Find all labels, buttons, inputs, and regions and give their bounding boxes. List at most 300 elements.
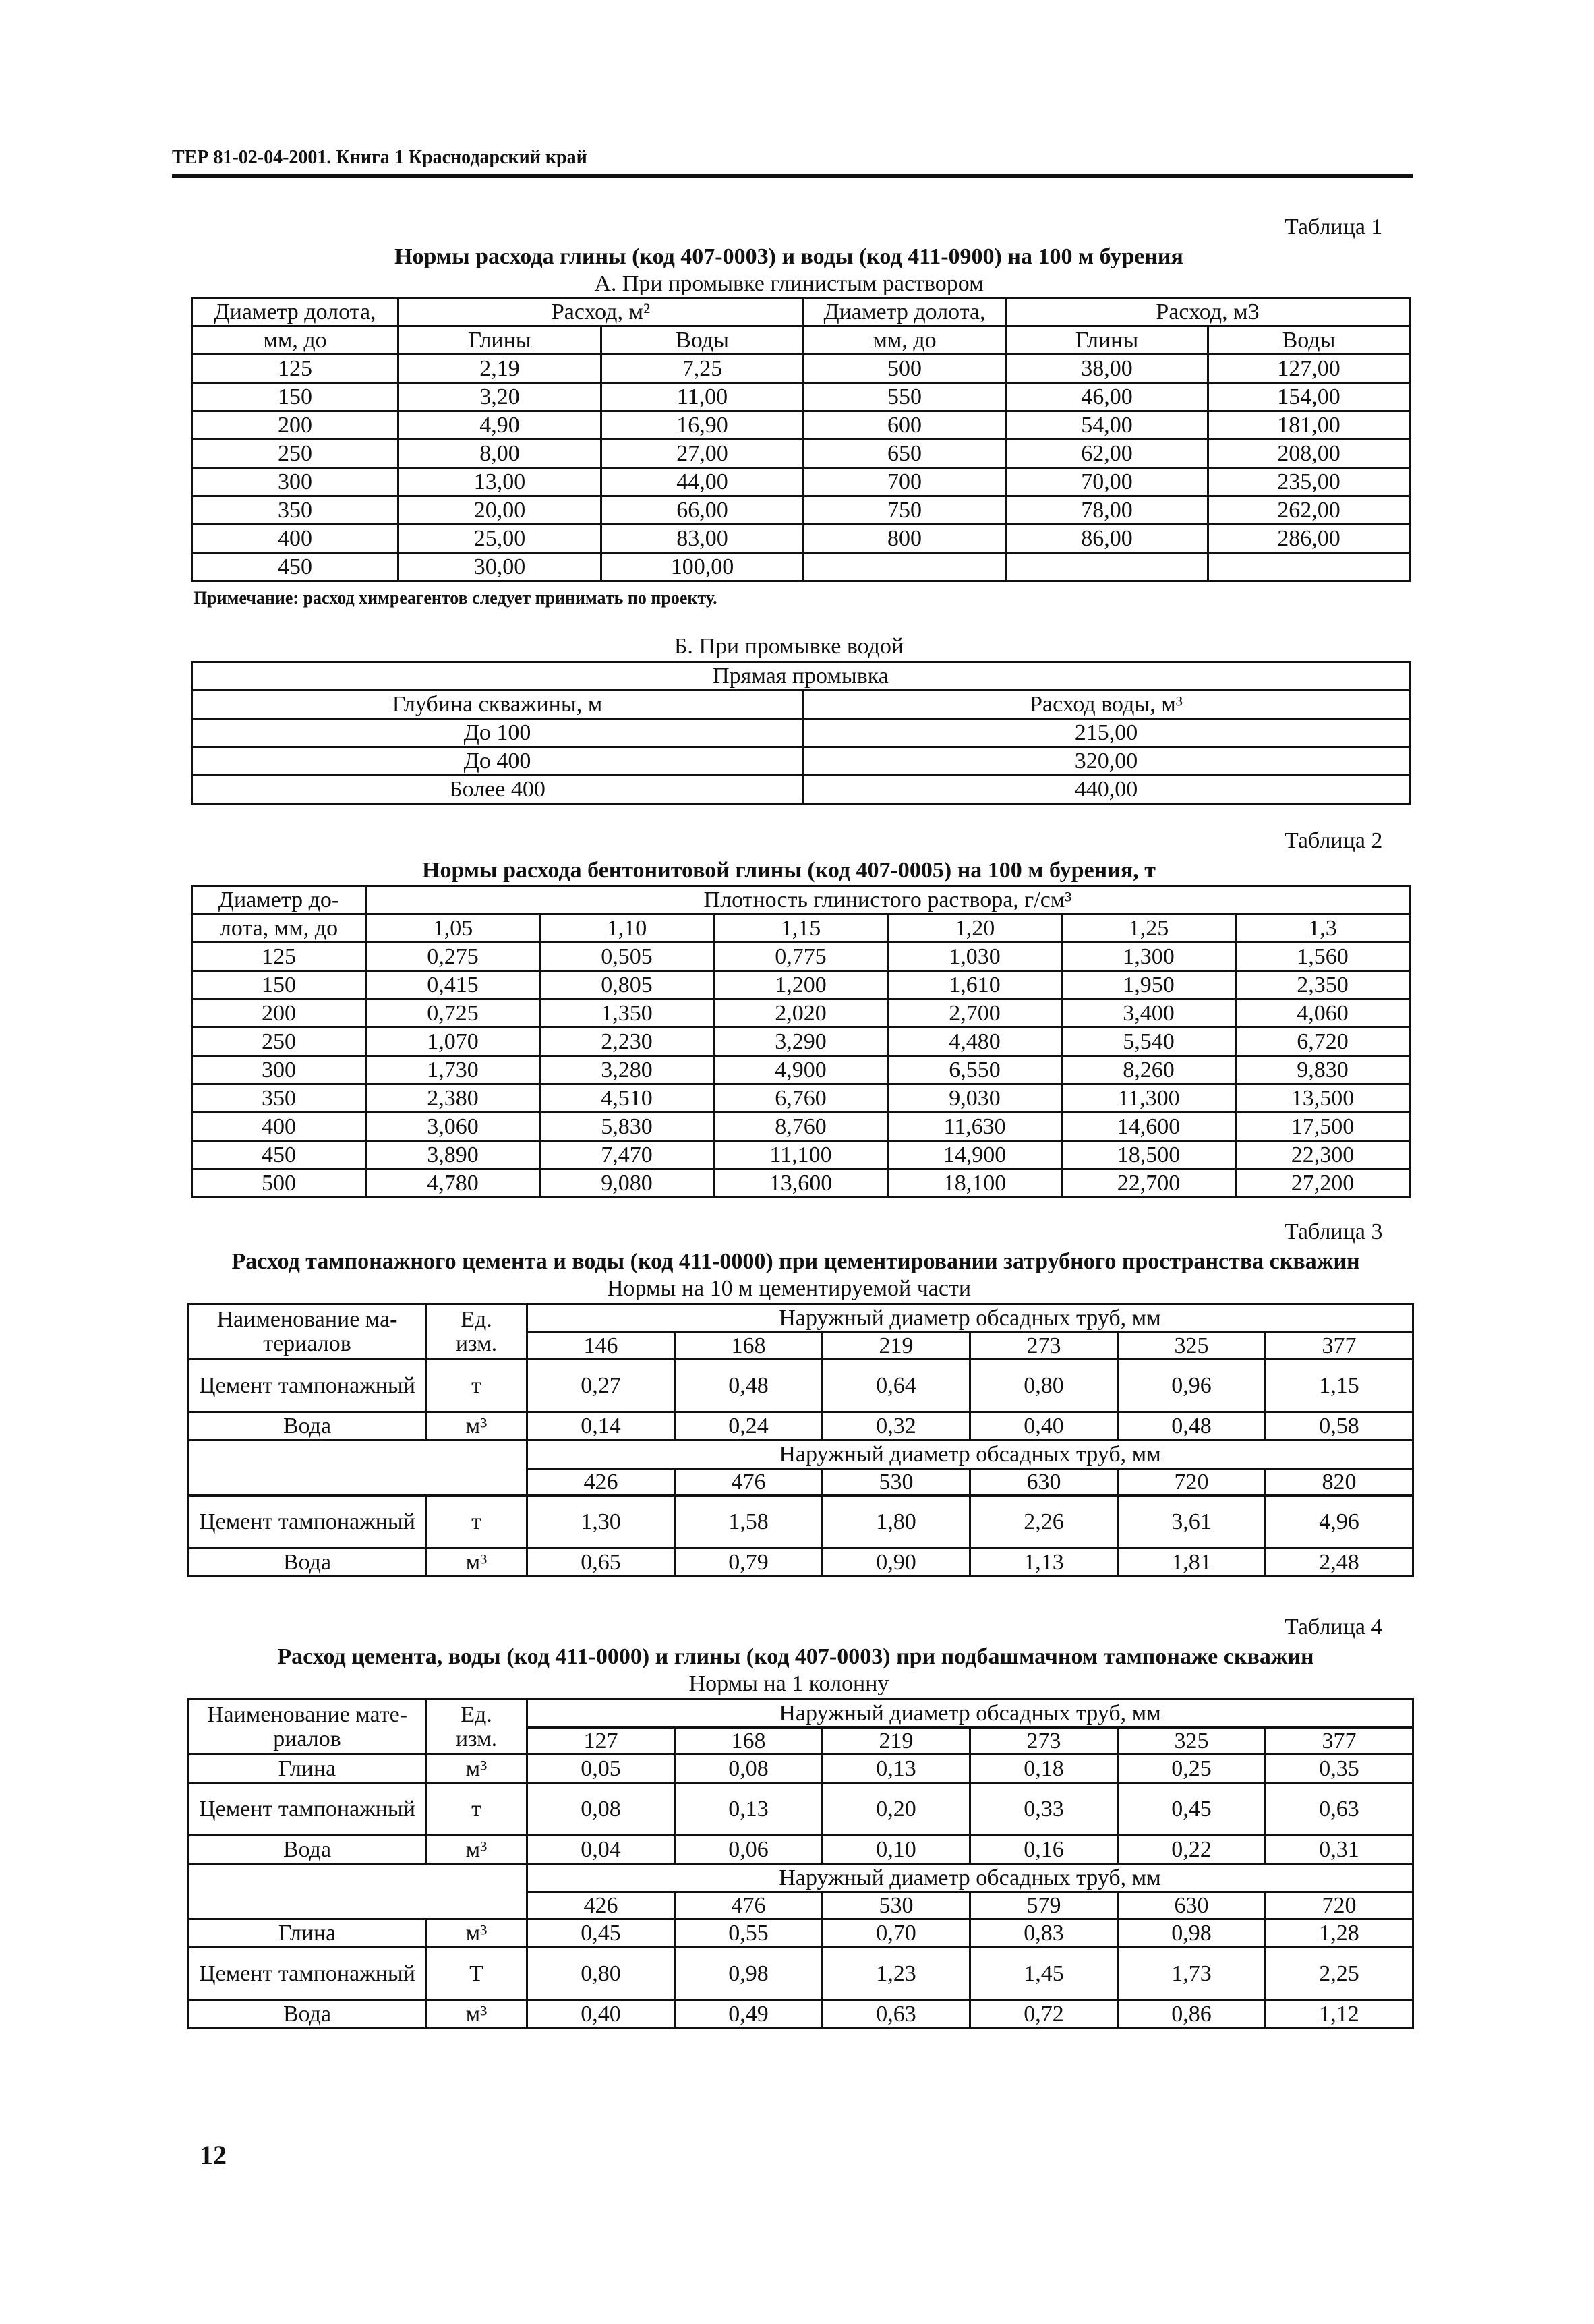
table2-cell: 11,100 (714, 1141, 888, 1169)
table2-cell: 0,275 (366, 943, 540, 971)
table3-value: 0,96 (1118, 1360, 1266, 1412)
table3-unit: м³ (426, 1548, 527, 1577)
table4-h-outer: Наружный диаметр обсадных труб, мм (527, 1700, 1413, 1728)
table1b-cell: Более 400 (192, 776, 803, 804)
table4-value: 0,86 (1118, 2000, 1266, 2029)
table-row (192, 1056, 1410, 1084)
table1-cell: 4,90 (398, 411, 601, 440)
table1-cell: 127,00 (1208, 355, 1410, 383)
table3-diameter: 820 (1266, 1469, 1413, 1496)
table4-unit: м³ (426, 2000, 527, 2029)
table2-cell: 3,290 (714, 1028, 888, 1056)
table1-cell: 286,00 (1208, 525, 1410, 553)
table-row (189, 1360, 1413, 1412)
table1-cell: 54,00 (1006, 411, 1208, 440)
table1-cell: 8,00 (398, 440, 601, 468)
table1-cell: 46,00 (1006, 383, 1208, 411)
table4-value: 0,25 (1118, 1755, 1266, 1783)
table1b-grid (191, 661, 1411, 805)
table4-diameter: 476 (675, 1892, 823, 1919)
table2-cell: 2,380 (366, 1084, 540, 1113)
running-header: ТЕР 81-02-04-2001. Книга 1 Краснодарский край (172, 147, 587, 168)
table1-cell: 262,00 (1208, 496, 1410, 525)
table3-label: Таблица 3 (1285, 1219, 1383, 1244)
table2-cell: 125 (192, 943, 366, 971)
table4-h-name-line1: Наименование мате- (206, 1702, 408, 1727)
table4-value: 1,73 (1118, 1948, 1266, 2000)
table3-title: Расход тампонажного цемента и воды (код 411-0000) при цементировании затрубного пространства скважин (231, 1249, 1360, 1274)
table4-diameter: 168 (675, 1728, 823, 1755)
table1-cell: 13,00 (398, 468, 601, 496)
table1-cell: 25,00 (398, 525, 601, 553)
table3-value: 1,58 (675, 1496, 823, 1548)
table4-h-unit-line1: Ед. (461, 1702, 492, 1727)
table4-diameter: 579 (970, 1892, 1118, 1919)
table4-value: 0,13 (675, 1783, 823, 1836)
table2-cell: 6,550 (888, 1056, 1062, 1084)
table4-diameter: 325 (1118, 1728, 1266, 1755)
table4-h-name-line2: риалов (273, 1726, 341, 1751)
table4-grid (187, 1698, 1414, 2029)
t1-h-clay-b: Глины (1006, 326, 1208, 355)
table1-cell: 100,00 (601, 553, 804, 581)
table3-value: 1,30 (527, 1496, 675, 1548)
table-row (189, 1441, 1413, 1469)
table4-value: 1,23 (823, 1948, 970, 2000)
table3-material: Вода (189, 1548, 426, 1577)
table4-value: 0,13 (823, 1755, 970, 1783)
table-row (189, 1304, 1413, 1333)
table1-cell: 38,00 (1006, 355, 1208, 383)
t1-h-diam-2: мм, до (192, 326, 398, 355)
table1b-cell: 215,00 (803, 719, 1410, 747)
table3-value: 0,58 (1266, 1412, 1413, 1441)
table1-cell: 350 (192, 496, 398, 525)
table3-value: 2,26 (970, 1496, 1118, 1548)
table-row (192, 496, 1410, 525)
table2-cell: 18,100 (888, 1169, 1062, 1198)
table-row (189, 1412, 1413, 1441)
t1b-h-flow: Расход воды, м³ (803, 691, 1410, 719)
table4-value: 0,31 (1266, 1836, 1413, 1864)
table4-diameter: 273 (970, 1728, 1118, 1755)
table1b-cell: 440,00 (803, 776, 1410, 804)
table4-material: Цемент тампонажный (189, 1783, 426, 1836)
table3-value: 0,80 (970, 1360, 1118, 1412)
table2-cell: 4,780 (366, 1169, 540, 1198)
table3-diameter: 426 (527, 1469, 675, 1496)
table3-unit: т (426, 1360, 527, 1412)
table2-cell: 2,230 (540, 1028, 714, 1056)
table2-cell: 14,600 (1062, 1113, 1236, 1141)
table-row (189, 1864, 1413, 1892)
table3-grid (187, 1303, 1414, 1577)
table4-blank (189, 1864, 527, 1919)
table2-cell: 9,030 (888, 1084, 1062, 1113)
table4-h-unit (426, 1700, 527, 1755)
table4-diameter: 219 (823, 1728, 970, 1755)
table4-diameter: 426 (527, 1892, 675, 1919)
table-row (192, 776, 1410, 804)
table1-cell: 62,00 (1006, 440, 1208, 468)
table2-cell: 500 (192, 1169, 366, 1198)
table2-cell: 3,060 (366, 1113, 540, 1141)
table4-value: 0,49 (675, 2000, 823, 2029)
table4-value: 0,08 (527, 1783, 675, 1836)
table3-diameter: 219 (823, 1333, 970, 1360)
table1b-cell: До 100 (192, 719, 803, 747)
table4-value: 0,98 (1118, 1919, 1266, 1948)
table4-value: 0,98 (675, 1948, 823, 2000)
t1-h-flow-right: Расход, м3 (1006, 298, 1410, 326)
t1-h-clay: Глины (398, 326, 601, 355)
table2-density-header: 1,15 (714, 914, 888, 943)
table2-cell: 22,300 (1236, 1141, 1410, 1169)
page-number: 12 (200, 2140, 227, 2170)
table1-cell: 400 (192, 525, 398, 553)
table3-diameter: 476 (675, 1469, 823, 1496)
table2-cell: 8,760 (714, 1113, 888, 1141)
table2-cell: 3,890 (366, 1141, 540, 1169)
table2-cell: 4,060 (1236, 999, 1410, 1028)
table4-value: 1,12 (1266, 2000, 1413, 2029)
table3-value: 4,96 (1266, 1496, 1413, 1548)
table3-h-outer: Наружный диаметр обсадных труб, мм (527, 1441, 1413, 1469)
table4-unit: м³ (426, 1836, 527, 1864)
table3-value: 0,64 (823, 1360, 970, 1412)
table4-value: 0,10 (823, 1836, 970, 1864)
table3-unit: т (426, 1496, 527, 1548)
table3-diameter: 630 (970, 1469, 1118, 1496)
table2-cell: 7,470 (540, 1141, 714, 1169)
table3-h-name-line2: териалов (263, 1331, 351, 1356)
table4-value: 1,45 (970, 1948, 1118, 2000)
table4-h-unit-line2: изм. (455, 1726, 498, 1751)
table-row (192, 383, 1410, 411)
table2-cell: 1,560 (1236, 943, 1410, 971)
table4-value: 0,18 (970, 1755, 1118, 1783)
table2-label: Таблица 2 (1285, 828, 1383, 853)
table4-value: 0,08 (675, 1755, 823, 1783)
table3-value: 1,80 (823, 1496, 970, 1548)
table-row (192, 1084, 1410, 1113)
table4-value: 0,63 (1266, 1783, 1413, 1836)
table4-diameter: 127 (527, 1728, 675, 1755)
table2-cell: 5,830 (540, 1113, 714, 1141)
table-row (192, 1141, 1410, 1169)
t2-h-density: Плотность глинистого раствора, г/см³ (366, 886, 1410, 914)
table2-cell: 300 (192, 1056, 366, 1084)
table1-cell: 181,00 (1208, 411, 1410, 440)
table-row (192, 468, 1410, 496)
table4-material: Вода (189, 2000, 426, 2029)
table-row (189, 1496, 1413, 1548)
table3-diameter: 377 (1266, 1333, 1413, 1360)
table1-cell: 78,00 (1006, 496, 1208, 525)
table-row (192, 355, 1410, 383)
table4-value: 0,35 (1266, 1755, 1413, 1783)
table4-value: 0,16 (970, 1836, 1118, 1864)
t1-h-water: Воды (601, 326, 804, 355)
table1-cell: 550 (804, 383, 1006, 411)
table3-value: 3,61 (1118, 1496, 1266, 1548)
table4-material: Вода (189, 1836, 426, 1864)
table2-grid (191, 885, 1411, 1198)
table1-cell: 650 (804, 440, 1006, 468)
table3-diameter: 146 (527, 1333, 675, 1360)
table2-cell: 250 (192, 1028, 366, 1056)
table1-cell: 70,00 (1006, 468, 1208, 496)
table1-cell: 250 (192, 440, 398, 468)
table3-unit: м³ (426, 1412, 527, 1441)
table2-cell: 4,900 (714, 1056, 888, 1084)
table4-value: 0,63 (823, 2000, 970, 2029)
table2-cell: 5,540 (1062, 1028, 1236, 1056)
table1-cell: 27,00 (601, 440, 804, 468)
table4-value: 0,05 (527, 1755, 675, 1783)
table4-subtitle: Нормы на 1 колонну (688, 1671, 889, 1696)
table-row (192, 747, 1410, 776)
table2-cell: 2,350 (1236, 971, 1410, 999)
table2-cell: 1,200 (714, 971, 888, 999)
table1-cell: 66,00 (601, 496, 804, 525)
table4-value: 0,33 (970, 1783, 1118, 1836)
table2-cell: 1,730 (366, 1056, 540, 1084)
table1-cell: 11,00 (601, 383, 804, 411)
table4-value: 0,70 (823, 1919, 970, 1948)
table1-cell: 16,90 (601, 411, 804, 440)
table2-cell: 6,720 (1236, 1028, 1410, 1056)
table2-density-header: 1,10 (540, 914, 714, 943)
table2-cell: 1,070 (366, 1028, 540, 1056)
table2-title: Нормы расхода бентонитовой глины (код 407-0005) на 100 м бурения, т (422, 858, 1156, 883)
t1-h-water-b: Воды (1208, 326, 1410, 355)
table1-cell: 300 (192, 468, 398, 496)
table2-cell: 18,500 (1062, 1141, 1236, 1169)
table1-cell: 500 (804, 355, 1006, 383)
t1b-direct: Прямая промывка (192, 662, 1410, 691)
table3-subtitle: Нормы на 10 м цементируемой части (606, 1276, 972, 1301)
table2-cell: 150 (192, 971, 366, 999)
table4-material: Цемент тампонажный (189, 1948, 426, 2000)
table2-cell: 1,950 (1062, 971, 1236, 999)
t1b-h-depth: Глубина скважины, м (192, 691, 803, 719)
table1-cell: 3,20 (398, 383, 601, 411)
t1-h-diam-1: Диаметр долота, (192, 298, 398, 326)
table3-value: 0,90 (823, 1548, 970, 1577)
table1-cell: 86,00 (1006, 525, 1208, 553)
table2-cell: 0,415 (366, 971, 540, 999)
table-row (189, 1919, 1413, 1948)
table2-density-header: 1,3 (1236, 914, 1410, 943)
table1-cell: 200 (192, 411, 398, 440)
table1-cell: 154,00 (1208, 383, 1410, 411)
table4-value: 0,55 (675, 1919, 823, 1948)
table4-unit: м³ (426, 1755, 527, 1783)
table2-density-header: 1,05 (366, 914, 540, 943)
table1-label: Таблица 1 (1285, 214, 1383, 239)
table2-cell: 11,300 (1062, 1084, 1236, 1113)
table4-value: 0,72 (970, 2000, 1118, 2029)
table-row (192, 943, 1410, 971)
table3-value: 0,24 (675, 1412, 823, 1441)
table-row (192, 1113, 1410, 1141)
table3-h-unit-line2: изм. (455, 1331, 498, 1356)
table2-cell: 9,830 (1236, 1056, 1410, 1084)
table1-grid (191, 297, 1411, 582)
table1-subtitle: А. При промывке глинистым раствором (594, 271, 984, 296)
table1-cell (1006, 553, 1208, 581)
table-row (192, 999, 1410, 1028)
table3-diameter: 325 (1118, 1333, 1266, 1360)
table4-value: 0,83 (970, 1919, 1118, 1948)
table1b-title: Б. При промывке водой (674, 634, 904, 659)
table3-blank (189, 1441, 527, 1496)
table2-cell: 13,600 (714, 1169, 888, 1198)
table2-cell: 6,760 (714, 1084, 888, 1113)
table4-diameter: 530 (823, 1892, 970, 1919)
table1-cell: 700 (804, 468, 1006, 496)
table2-cell: 1,300 (1062, 943, 1236, 971)
table2-cell: 27,200 (1236, 1169, 1410, 1198)
table4-material: Глина (189, 1755, 426, 1783)
table4-unit: Т (426, 1948, 527, 2000)
table4-h-outer: Наружный диаметр обсадных труб, мм (527, 1864, 1413, 1892)
table1-cell: 150 (192, 383, 398, 411)
table1b-cell: 320,00 (803, 747, 1410, 776)
table-row (189, 1836, 1413, 1864)
table2-cell: 1,030 (888, 943, 1062, 971)
table4-value: 0,20 (823, 1783, 970, 1836)
table-row (189, 1700, 1413, 1728)
table3-value: 0,48 (675, 1360, 823, 1412)
table3-value: 2,48 (1266, 1548, 1413, 1577)
table2-cell: 0,805 (540, 971, 714, 999)
table2-cell: 1,610 (888, 971, 1062, 999)
table3-h-name (189, 1304, 426, 1360)
table-row (192, 971, 1410, 999)
table-row (189, 2000, 1413, 2029)
t1-h-diam-1b: Диаметр долота, (804, 298, 1006, 326)
table2-cell: 17,500 (1236, 1113, 1410, 1141)
table3-value: 0,48 (1118, 1412, 1266, 1441)
table3-value: 0,32 (823, 1412, 970, 1441)
table2-cell: 350 (192, 1084, 366, 1113)
table-row (192, 411, 1410, 440)
table1-cell: 44,00 (601, 468, 804, 496)
table4-label: Таблица 4 (1285, 1615, 1383, 1639)
table1-cell: 208,00 (1208, 440, 1410, 468)
table4-value: 0,04 (527, 1836, 675, 1864)
table3-value: 1,81 (1118, 1548, 1266, 1577)
table1-cell (804, 553, 1006, 581)
table4-value: 0,45 (527, 1919, 675, 1948)
table4-title: Расход цемента, воды (код 411-0000) и глины (код 407-0003) при подбашмачном тампонаже скважин (277, 1644, 1314, 1669)
table2-cell: 4,480 (888, 1028, 1062, 1056)
table3-diameter: 168 (675, 1333, 823, 1360)
table3-h-unit (426, 1304, 527, 1360)
table2-cell: 0,775 (714, 943, 888, 971)
table-row (192, 525, 1410, 553)
table1-cell: 125 (192, 355, 398, 383)
table2-cell: 2,020 (714, 999, 888, 1028)
table-row (192, 1028, 1410, 1056)
table1b-cell: До 400 (192, 747, 803, 776)
table-row (189, 1548, 1413, 1577)
table1-cell: 235,00 (1208, 468, 1410, 496)
table3-value: 1,15 (1266, 1360, 1413, 1412)
table2-cell: 8,260 (1062, 1056, 1236, 1084)
table2-cell: 3,280 (540, 1056, 714, 1084)
table1-cell: 800 (804, 525, 1006, 553)
table3-material: Вода (189, 1412, 426, 1441)
table1-cell: 750 (804, 496, 1006, 525)
table3-value: 0,79 (675, 1548, 823, 1577)
table3-material: Цемент тампонажный (189, 1360, 426, 1412)
table4-unit: т (426, 1783, 527, 1836)
table2-cell: 3,400 (1062, 999, 1236, 1028)
table4-value: 1,28 (1266, 1919, 1413, 1948)
table3-h-name-line1: Наименование ма- (216, 1306, 398, 1332)
table1-title: Нормы расхода глины (код 407-0003) и воды (код 411-0900) на 100 м бурения (394, 244, 1183, 269)
table1-cell (1208, 553, 1410, 581)
table2-cell: 0,725 (366, 999, 540, 1028)
table1-cell: 2,19 (398, 355, 601, 383)
table3-diameter: 530 (823, 1469, 970, 1496)
table3-diameter: 720 (1118, 1469, 1266, 1496)
table2-cell: 9,080 (540, 1169, 714, 1198)
table3-h-outer: Наружный диаметр обсадных труб, мм (527, 1304, 1413, 1333)
table2-cell: 200 (192, 999, 366, 1028)
table3-value: 1,13 (970, 1548, 1118, 1577)
table1-cell: 83,00 (601, 525, 804, 553)
table2-cell: 2,700 (888, 999, 1062, 1028)
table-row (192, 553, 1410, 581)
table2-cell: 22,700 (1062, 1169, 1236, 1198)
table2-cell: 1,350 (540, 999, 714, 1028)
table4-value: 0,80 (527, 1948, 675, 2000)
table-row (192, 1169, 1410, 1198)
table2-cell: 14,900 (888, 1141, 1062, 1169)
table2-cell: 450 (192, 1141, 366, 1169)
table-row (189, 1755, 1413, 1783)
table2-density-header: 1,20 (888, 914, 1062, 943)
table-row (192, 719, 1410, 747)
table4-diameter: 377 (1266, 1728, 1413, 1755)
table2-cell: 13,500 (1236, 1084, 1410, 1113)
table2-density-header: 1,25 (1062, 914, 1236, 943)
table-row (189, 1783, 1413, 1836)
table3-value: 0,27 (527, 1360, 675, 1412)
table4-value: 2,25 (1266, 1948, 1413, 2000)
table1-cell: 30,00 (398, 553, 601, 581)
table1-note: Примечание: расход химреагентов следует принимать по проекту. (194, 588, 717, 608)
table-row (192, 440, 1410, 468)
t2-h-diam-2: лота, мм, до (192, 914, 366, 943)
t1-h-diam-2b: мм, до (804, 326, 1006, 355)
table4-value: 0,06 (675, 1836, 823, 1864)
table1-cell: 7,25 (601, 355, 804, 383)
table3-value: 0,40 (970, 1412, 1118, 1441)
table1-cell: 450 (192, 553, 398, 581)
table4-material: Глина (189, 1919, 426, 1948)
table3-h-unit-line1: Ед. (461, 1306, 492, 1332)
table4-value: 0,45 (1118, 1783, 1266, 1836)
table3-material: Цемент тампонажный (189, 1496, 426, 1548)
table4-h-name (189, 1700, 426, 1755)
table4-unit: м³ (426, 1919, 527, 1948)
table1-cell: 600 (804, 411, 1006, 440)
